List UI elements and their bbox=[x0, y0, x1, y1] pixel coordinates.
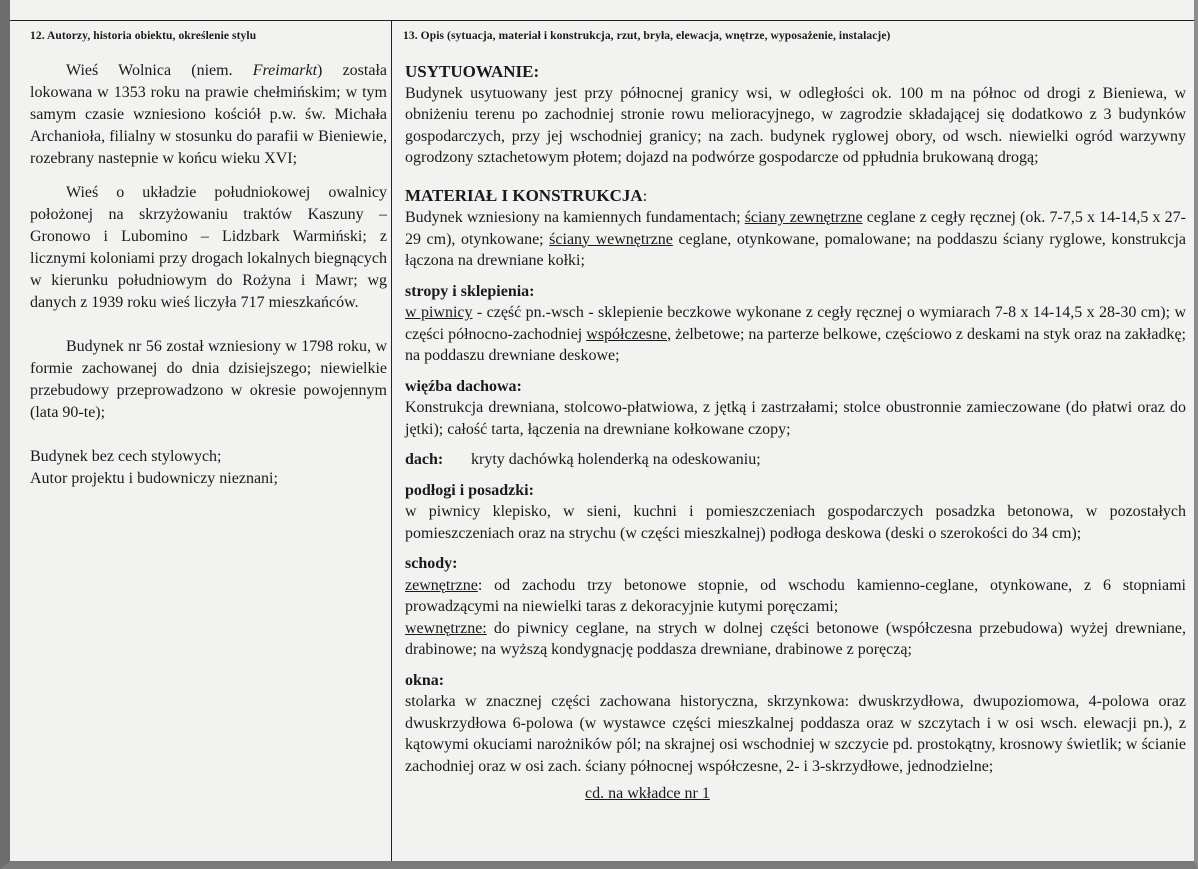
schody-title: schody: bbox=[405, 555, 458, 572]
history-p1-german-name: Freimarkt bbox=[252, 62, 318, 79]
usytuowanie-title: USYTUOWANIE: bbox=[405, 62, 540, 81]
section-12-heading: 12. Autorzy, historia obiektu, określenie stylu bbox=[30, 30, 257, 42]
history-p1-text-a: Wieś Wolnica (niem. bbox=[66, 62, 253, 79]
stropy-text-1: - część pn.-wsch - sklepienie beczkowe wykonane z cegły ręcznej o wymiarach 7-8 x 14-14,5 x 28-30 cm); w części północno-zachodniej bbox=[405, 304, 1186, 343]
stropy-text-2: żelbetowe; na parterze belkowe, częściowo z deskami na styk oraz na zakładkę; na poddaszu drewniane deskowe; bbox=[405, 325, 1187, 364]
material-title: MATERIAŁ I KONSTRUKCJA bbox=[405, 185, 643, 205]
okna-text: stolarka w znacznej części zachowana historyczna, skrzynkowa: dwuskrzydłowa, dwupoziomowa, 4-polowa oraz dwuskrzydłowa 6-polowa (w wystawce części mieszkalnej poddasza oraz w szczytach i w osi wsch. elewacji pn.), z kątowymi okuciami narożników pól; na skrajnej osi wschodniej w szczycie pd. prostokątny, krosnowy świetlik; w ścianie zachodniej oraz w osi zach. ściany północnej współczesne, 2- i 3-skrzydłowe, jednodzielne; bbox=[405, 693, 1186, 775]
material-text-3: ceglane, otynkowane, pomalowane; na poddaszu ściany ryglowe, konstrukcja łączona na drewniane kołki; bbox=[405, 230, 1186, 269]
schody-external-text: : od zachodu trzy betonowe stopnie, od wschodu kamienno-ceglane, otynkowane, z 6 stopniami prowadzącymi na niewielki taras z dekoracyjnie kutymi poręczami; bbox=[405, 576, 1186, 615]
schody-external bbox=[405, 575, 1186, 618]
history-paragraph-1 bbox=[30, 60, 387, 170]
history-p1-text-b: ) została lokowana w 1353 roku na prawie chełmińskim; w tym samym czasie wzniesiono kościół p.w. św. Michała Archanioła, filialny w stosunku do parafii w Bieniewie, rozebrany nastepnie w końcu wieku XVI; bbox=[30, 62, 387, 167]
material-text-2: ceglane z cegły ręcznej (ok. 7-7,5 x 14-14,5 x 27-29 cm), otynkowane; bbox=[405, 209, 1187, 248]
okna-title: okna: bbox=[405, 671, 445, 689]
stropy-basement: w piwnicy bbox=[405, 304, 473, 321]
material-ext-walls: ściany zewnętrzne bbox=[744, 209, 863, 226]
material-text bbox=[405, 207, 1186, 272]
history-style-note: Budynek bez cech stylowych; bbox=[30, 448, 222, 465]
continuation-link[interactable]: cd. na wkładce nr 1 bbox=[585, 785, 710, 802]
history-column bbox=[30, 60, 387, 490]
description-column bbox=[405, 61, 1186, 805]
stropy-title: stropy i sklepienia: bbox=[405, 282, 535, 300]
history-paragraph-2: Wieś o układzie południokowej owalnicy położonej na skrzyżowaniu traktów Kaszuny – Gronowo i Lubomino – Lidzbark Warmiński; z licznymi koloniami przy drogach lokalnych biegnących w kierunku południowym do Rożyna i Mawr; wg danych z 1939 roku wieś liczyła 717 mieszkańców. bbox=[30, 184, 387, 311]
usytuowanie-text: Budynek usytuowany jest przy północnej granicy wsi, w odległości ok. 100 m na północ od drogi z Bieniewa, w obniżeniu terenu po zachodniej stronie rowu melioracyjnego, w zagrodzie składającej się dodatkowo z 3 budynków gospodarczych, przy jej wschodniej granicy; na zach. budynek ryglowej obory, od wsch. niewielki ogród warzywny ogrodzony sztachetowym płotem; dojazd na podwórze gospodarcze od ppłudnia brukowaną drogą; bbox=[405, 84, 1186, 166]
schody-internal bbox=[405, 618, 1186, 661]
continuation-line bbox=[405, 783, 1186, 805]
column-divider bbox=[391, 20, 392, 861]
stropy-modern: współczesne, bbox=[586, 325, 672, 343]
stropy-text bbox=[405, 302, 1186, 367]
schody-external-label: zewnętrzne bbox=[405, 576, 478, 594]
podlogi-title: podłogi i posadzki: bbox=[405, 481, 534, 499]
history-author-note: Autor projektu i budowniczy nieznani; bbox=[30, 470, 278, 487]
dach-text: kryty dachówką holenderką na odeskowaniu; bbox=[471, 451, 761, 468]
top-rule bbox=[10, 20, 1194, 21]
schody-internal-text: do piwnicy ceglane, na strych w dolnej części betonowe (współczesna przebudowa) wyżej drewniane, drabinowe; na wyższą kondygnację poddasza drewniane, drabinowe z poręczą; bbox=[405, 619, 1186, 658]
dach-title: dach: bbox=[405, 451, 444, 468]
wiezba-text: Konstrukcja drewniana, stolcowo-płatwiowa, z jętką i zastrzałami; stolce obustronnie zamieczowane (do płatwi oraz do jętki); całość tarta, łączenia na drewniane kołkowane czopy; bbox=[405, 399, 1186, 438]
schody-internal-label: wewnętrzne: bbox=[405, 619, 487, 637]
material-int-walls: ściany wewnętrzne bbox=[549, 230, 673, 248]
history-paragraph-3: Budynek nr 56 został wzniesiony w 1798 roku, w formie zachowanej do dnia dzisiejszego; niewielkie przebudowy przeprowadzono w okresie powojennym (lata 90-te); bbox=[30, 338, 387, 421]
section-13-heading: 13. Opis (sytuacja, materiał i konstrukcja, rzut, bryła, elewacja, wnętrze, wyposażenie, instalacje) bbox=[403, 30, 891, 42]
wiezba-title: więźba dachowa: bbox=[405, 377, 522, 395]
material-title-suffix: : bbox=[642, 187, 648, 205]
material-title-line bbox=[405, 185, 1186, 208]
dach-line bbox=[405, 449, 1186, 471]
podlogi-text: w piwnicy klepisko, w sieni, kuchni i pomieszczeniach gospodarczych posadzka betonowa, w pozostałych pomieszczeniach oraz na strychu (w części mieszkalnej) podłoga deskowa (deski o szerokości do 34 cm); bbox=[405, 503, 1186, 542]
material-text-1: Budynek wzniesiony na kamiennych fundamentach; bbox=[405, 209, 745, 226]
